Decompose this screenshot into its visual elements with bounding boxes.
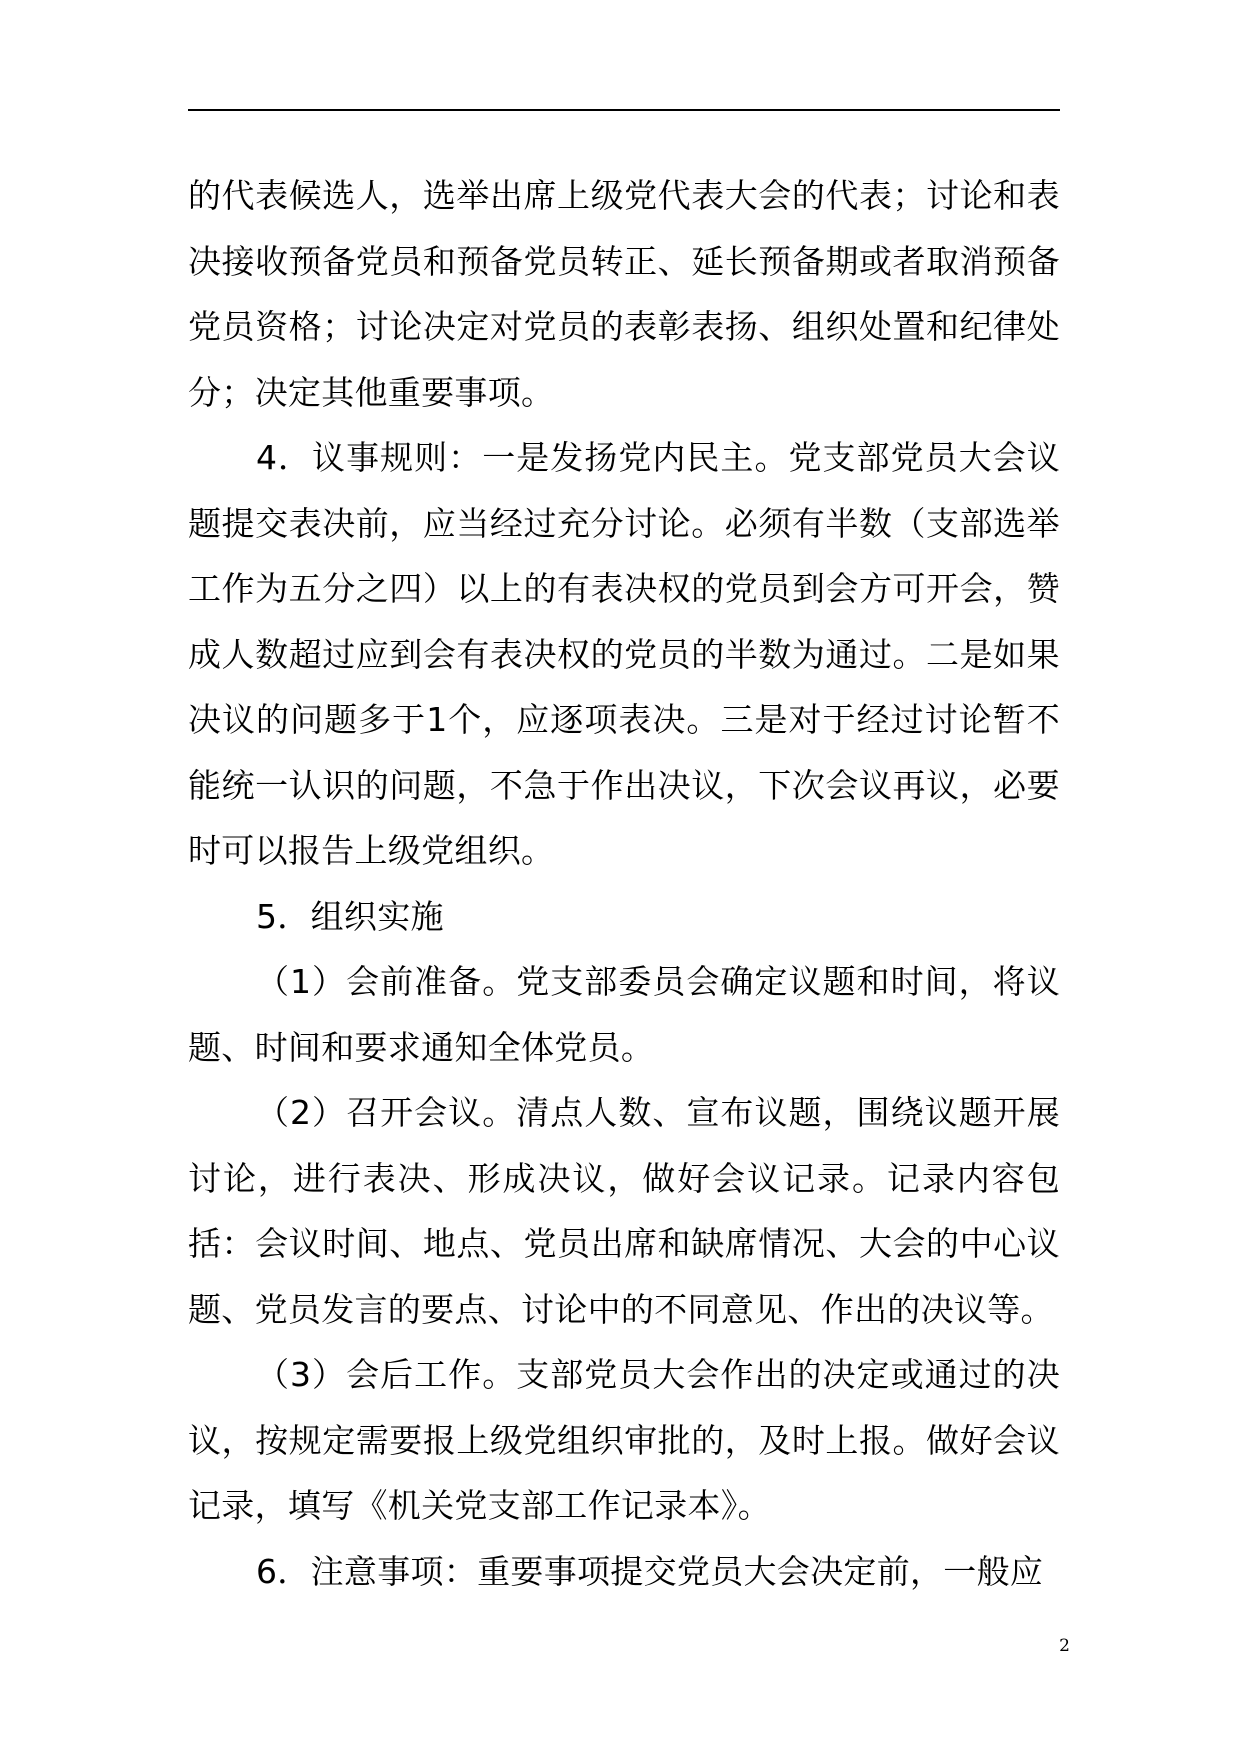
paragraph-2: 4．议事规则：一是发扬党内民主。党支部党员大会议题提交表决前，应当经过充分讨论。必须有半数（支部选举工作为五分之四）以上的有表决权的党员到会方可开会，赞成人数超过应到会有表决权的党员的半数为通过。二是如果决议的问题多于1个，应逐项表决。三是对于经过讨论暂不能统一认识的问题，不急于作出决议，下次会议再议，必要时可以报告上级党组织。 <box>188 438 1060 870</box>
page-number: 2 <box>1059 1636 1070 1656</box>
paragraph-1: 的代表候选人，选举出席上级党代表大会的代表；讨论和表决接收预备党员和预备党员转正、延长预备期或者取消预备党员资格；讨论决定对党员的表彰表扬、组织处置和纪律处分；决定其他重要事项。 <box>188 176 1060 412</box>
paragraph-7: 6．注意事项：重要事项提交党员大会决定前，一般应 <box>256 1551 1044 1591</box>
paragraph-4: （1）会前准备。党支部委员会确定议题和时间，将议题、时间和要求通知全体党员。 <box>188 962 1060 1067</box>
paragraph-3: 5．组织实施 <box>256 896 444 936</box>
body-text <box>188 163 1060 1604</box>
paragraph-6: （3）会后工作。支部党员大会作出的决定或通过的决议，按规定需要报上级党组织审批的，及时上报。做好会议记录，填写《机关党支部工作记录本》。 <box>188 1355 1060 1525</box>
paragraph-5: （2）召开会议。清点人数、宣布议题，围绕议题开展讨论，进行表决、形成决议，做好会议记录。记录内容包括：会议时间、地点、党员出席和缺席情况、大会的中心议题、党员发言的要点、讨论中的不同意见、作出的决议等。 <box>188 1093 1060 1329</box>
header-rule <box>188 109 1060 111</box>
